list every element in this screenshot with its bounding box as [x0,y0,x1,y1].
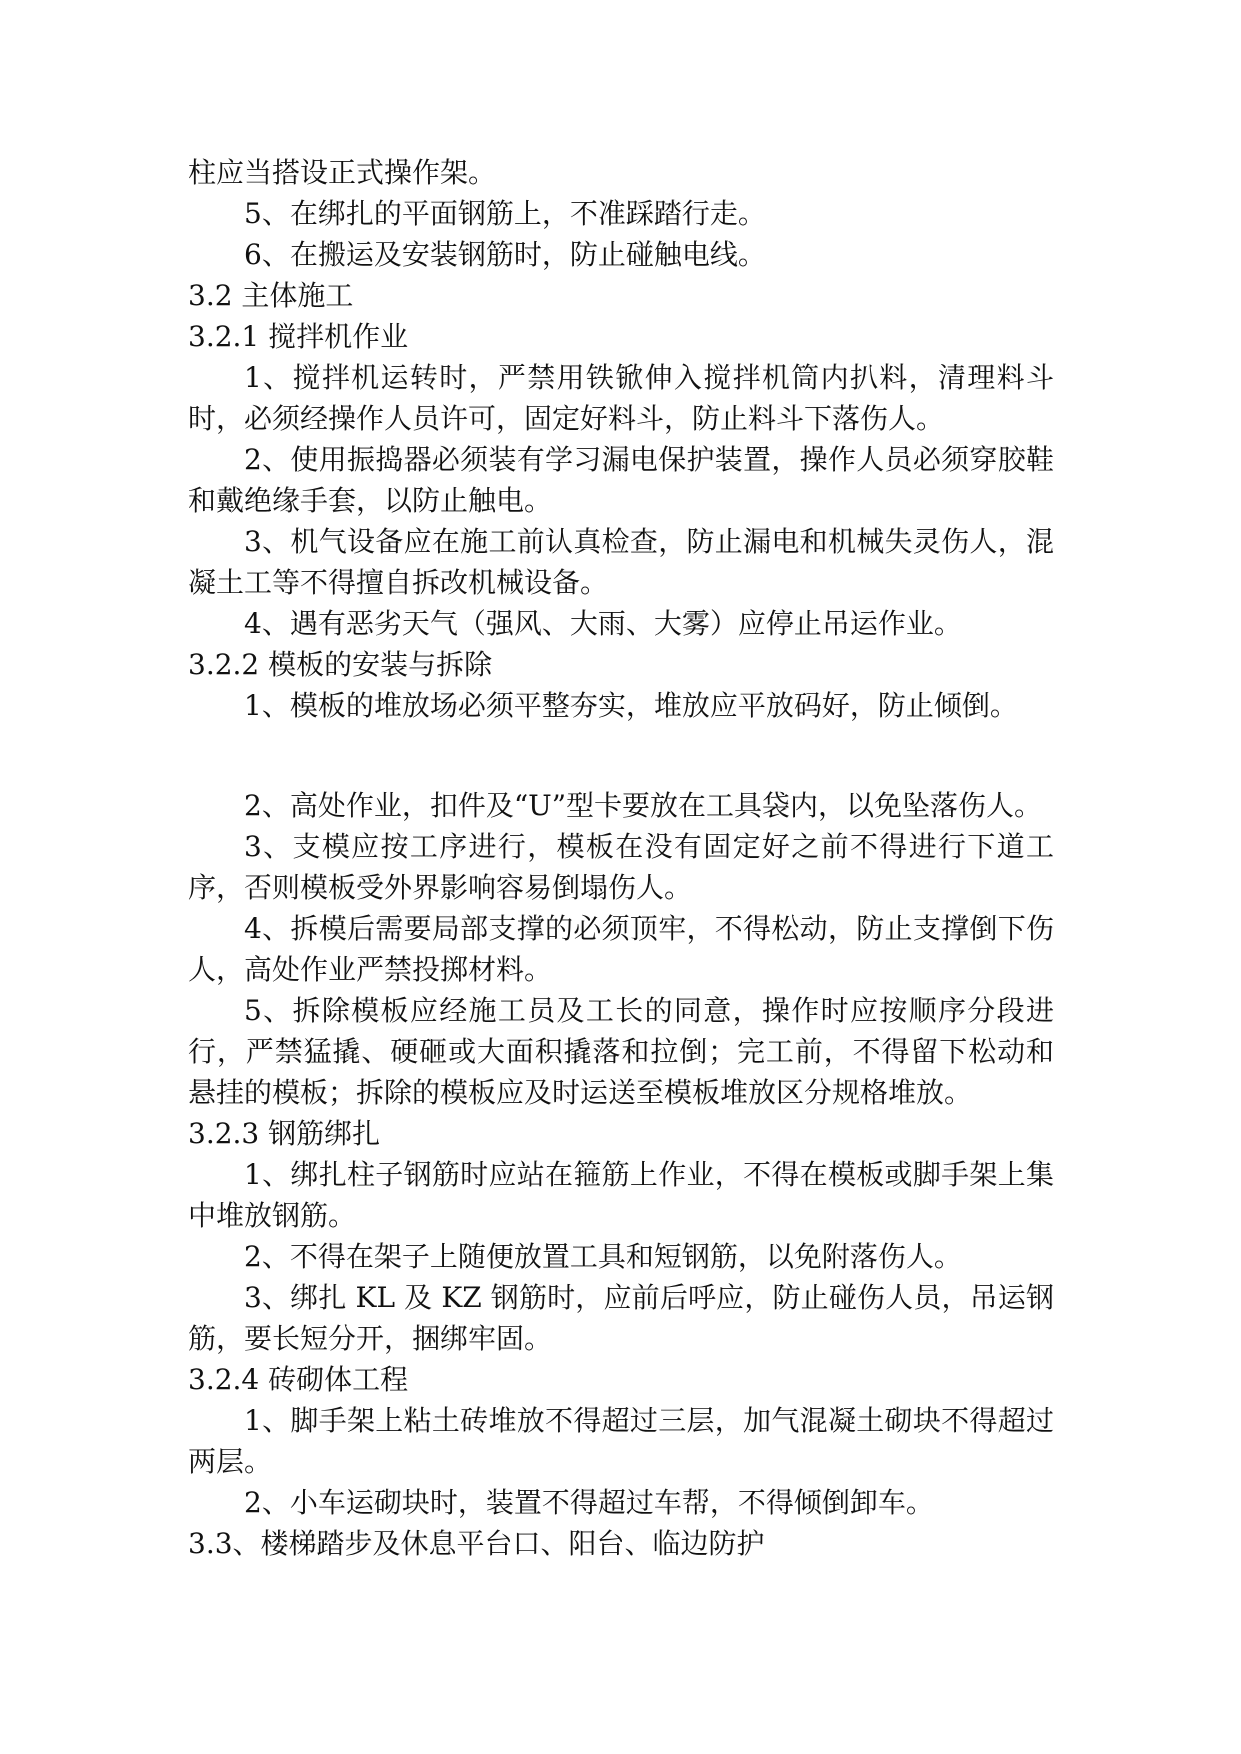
paragraph-formwork-5: 5、拆除模板应经施工员及工长的同意，操作时应按顺序分段进行，严禁猛撬、硬砸或大面积撬落和拉倒；完工前，不得留下松动和悬挂的模板；拆除的模板应及时运送至模板堆放区分规格堆放。 [188,994,1054,1109]
paragraph-formwork-4: 4、拆模后需要局部支撑的必须顶牢，不得松动，防止支撑倒下伤人，高处作业严禁投掷材料。 [188,912,1054,986]
section-heading-3-2-3: 3.2.3 钢筋绑扎 [188,1117,381,1150]
paragraph-item-5: 5、在绑扎的平面钢筋上，不准踩踏行走。 [244,197,766,230]
text-block-lower [188,785,1054,1564]
paragraph-mixer-2: 2、使用振捣器必须装有学习漏电保护装置，操作人员必须穿胶鞋和戴绝缘手套，以防止触电。 [188,443,1054,517]
section-heading-3-2-4: 3.2.4 砖砌体工程 [188,1363,409,1396]
paragraph-rebar-2: 2、不得在架子上随便放置工具和短钢筋，以免附落伤人。 [244,1240,962,1273]
paragraph-formwork-1: 1、模板的堆放场必须平整夯实，堆放应平放码好，防止倾倒。 [244,689,1018,722]
paragraph-rebar-1: 1、绑扎柱子钢筋时应站在箍筋上作业，不得在模板或脚手架上集中堆放钢筋。 [188,1158,1054,1232]
section-heading-3-3: 3.3、楼梯踏步及休息平台口、阳台、临边防护 [188,1527,765,1560]
paragraph-formwork-2: 2、高处作业，扣件及“U”型卡要放在工具袋内，以免坠落伤人。 [244,789,1043,822]
paragraph-mixer-1: 1、搅拌机运转时，严禁用铁锨伸入搅拌机筒内扒料，清理料斗时，必须经操作人员许可，固定好料斗，防止料斗下落伤人。 [188,361,1054,435]
paragraph-continuation: 柱应当搭设正式操作架。 [188,156,497,189]
section-heading-3-2-2: 3.2.2 模板的安装与拆除 [188,648,493,681]
paragraph-mixer-3: 3、机气设备应在施工前认真检查，防止漏电和机械失灵伤人，混凝土工等不得擅自拆改机械设备。 [188,525,1054,599]
text-block-upper [188,152,1054,726]
section-heading-3-2: 3.2 主体施工 [188,279,354,312]
section-heading-3-2-1: 3.2.1 搅拌机作业 [188,320,409,353]
paragraph-rebar-3: 3、绑扎 KL 及 KZ 钢筋时，应前后呼应，防止碰伤人员，吊运钢筋，要长短分开，捆绑牢固。 [188,1281,1054,1355]
paragraph-masonry-1: 1、脚手架上粘土砖堆放不得超过三层，加气混凝土砌块不得超过两层。 [188,1404,1054,1478]
paragraph-formwork-3: 3、支模应按工序进行，模板在没有固定好之前不得进行下道工序，否则模板受外界影响容易倒塌伤人。 [188,830,1054,904]
paragraph-mixer-4: 4、遇有恶劣天气（强风、大雨、大雾）应停止吊运作业。 [244,607,962,640]
paragraph-masonry-2: 2、小车运砌块时，装置不得超过车帮，不得倾倒卸车。 [244,1486,934,1519]
paragraph-item-6: 6、在搬运及安装钢筋时，防止碰触电线。 [244,238,766,271]
